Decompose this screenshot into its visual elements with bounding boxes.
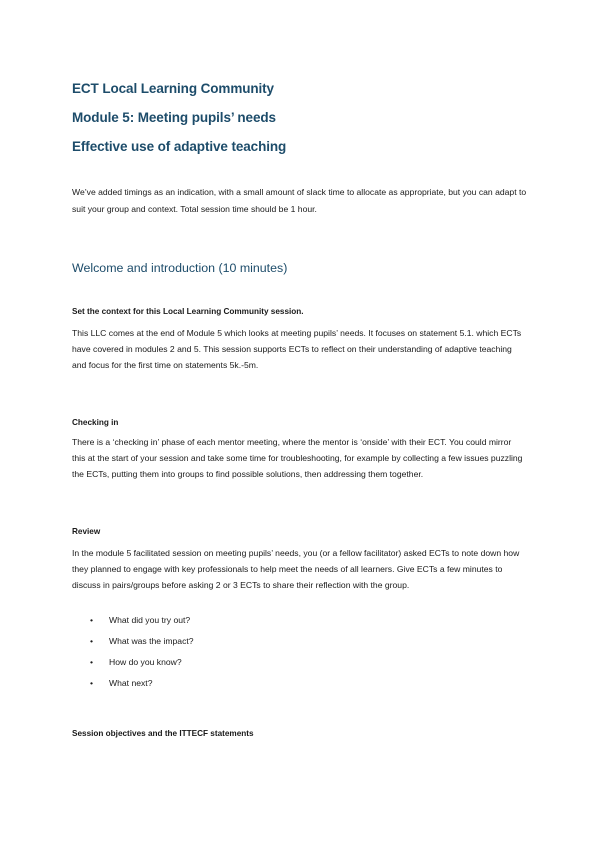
review-question-list [90,612,194,696]
session-title: Effective use of adaptive teaching [72,139,287,154]
checking-in-heading: Checking in [72,418,119,427]
list-item [90,654,194,675]
question-text: What was the impact? [109,636,194,646]
module-title: Module 5: Meeting pupils’ needs [72,110,276,125]
question-text: What next? [109,678,153,688]
checking-in-paragraph: There is a ‘checking in’ phase of each mentor meeting, where the mentor is ‘onside’ with their ECT. You could mirror this at the start of your session and take some time for troubleshooting, for example by collecting a few issues puzzling the ECTs, putting them into groups to find possible solutions, then addressing them together. [72,437,523,479]
context-heading: Set the context for this Local Learning Community session. [72,307,304,316]
bullet-icon: • [90,615,94,625]
review-paragraph: In the module 5 facilitated session on meeting pupils’ needs, you (or a fellow facilitator) asked ECTs to note down how they planned to engage with key professionals to help meet the needs of all learners. Give ECTs a few minutes to discuss in pairs/groups before asking 2 or 3 ECTs to share their reflection with the group. [72,548,520,590]
section-heading: Welcome and introduction (10 minutes) [72,261,288,275]
review-heading: Review [72,527,101,536]
question-text: How do you know? [109,657,182,667]
bullet-icon: • [90,636,94,646]
objectives-heading: Session objectives and the ITTECF statements [72,729,254,738]
question-text: What did you try out? [109,615,191,625]
list-item [90,612,194,633]
intro-paragraph: We’ve added timings as an indication, with a small amount of slack time to allocate as appropriate, but you can adapt to suit your group and context. Total session time should be 1 hour. [72,187,527,214]
bullet-icon: • [90,678,94,688]
list-item [90,675,194,696]
list-item [90,633,194,654]
context-paragraph: This LLC comes at the end of Module 5 which looks at meeting pupils’ needs. It focuses on statement 5.1. which ECTs have covered in modules 2 and 5. This session supports ECTs to reflect on their understanding of adaptive teaching and focus for the first time on statements 5k.-5m. [72,328,522,370]
document-title: ECT Local Learning Community [72,81,274,96]
bullet-icon: • [90,657,94,667]
